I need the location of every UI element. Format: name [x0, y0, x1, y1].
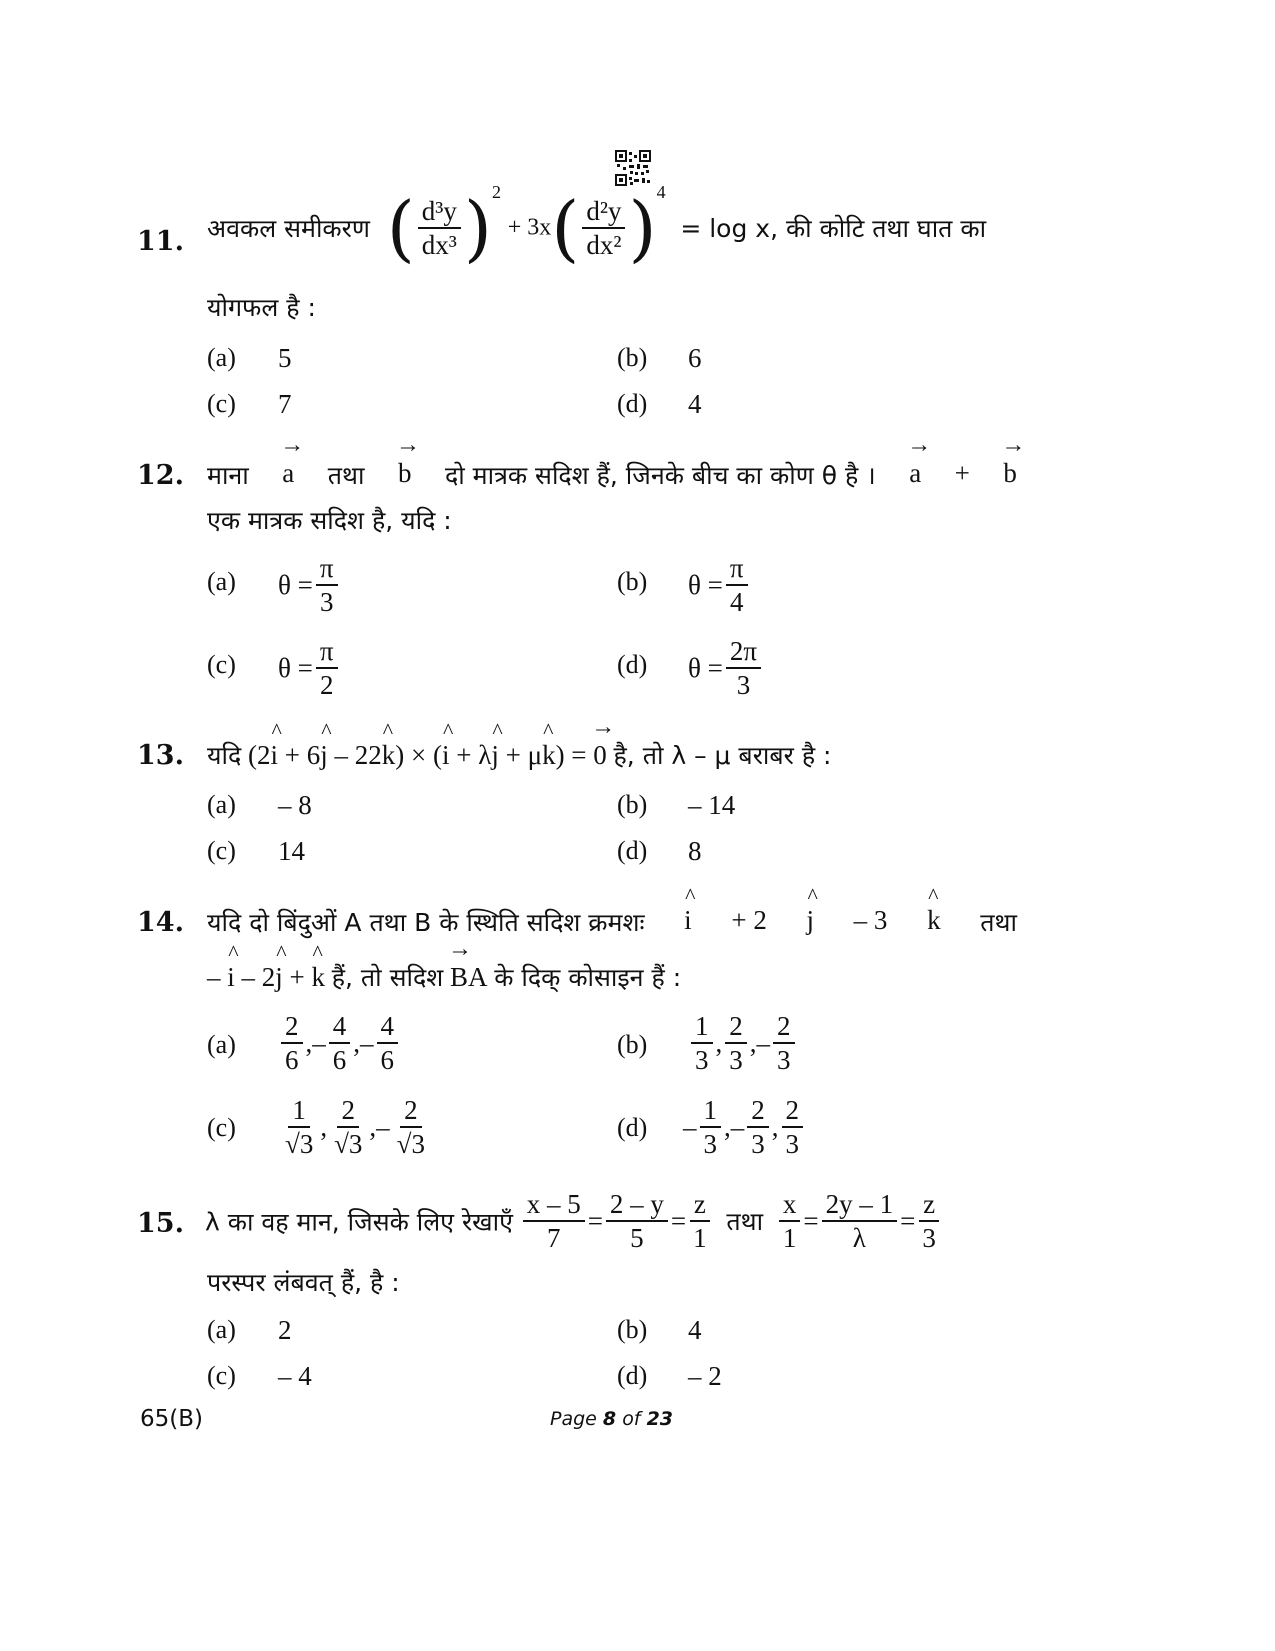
- option-value: 6: [688, 343, 702, 373]
- fraction: $\frac{\text{d²y}}{\text{dx²}}$: [582, 197, 625, 260]
- option-value: 7: [278, 389, 292, 419]
- unit-k: ^ k: [927, 905, 941, 939]
- option-label: (a): [207, 790, 236, 819]
- option-value: θ = $\frac{\pi}{3}$: [278, 554, 341, 617]
- zero-vector: → 0: [593, 740, 607, 771]
- option-label: (d): [617, 650, 648, 679]
- question-stem-line2: एक मात्रक सदिश है, यदि :: [207, 506, 452, 535]
- question-number: 13.: [137, 740, 184, 771]
- question-stem: λ का वह मान, जिसके लिए रेखाएँ $\frac{x - 5}{7}$ = $\frac{2 - y}{5}$ = $\frac{z}{1}$ तथा $\frac{x}{1}$ = $\frac{2y - 1}{\lambda}$ = $\frac{z}{3}$: [205, 1190, 943, 1253]
- option-label: (d): [617, 836, 648, 865]
- option-value: – 8: [278, 790, 312, 820]
- option-value: – $\frac{1}{3}$ ,– $\frac{2}{3}$ , $\frac{2}{3}$: [683, 1096, 806, 1159]
- option-value: – 14: [688, 790, 736, 820]
- unit-k: ^ k: [312, 962, 326, 993]
- question-number: 14.: [137, 907, 184, 938]
- question-stem: यदि दो बिंदुओं A तथा B के स्थिति सदिश क्रमशः ^ i + 2 ^ j – 3 ^ k तथा: [207, 905, 1017, 939]
- fraction: $\frac{2}{3}$: [782, 1096, 804, 1159]
- option-label: (d): [617, 1361, 648, 1390]
- option-label: (c): [207, 389, 236, 418]
- option-label: (c): [207, 836, 236, 865]
- question-stem: यदि (2^ i + 6^ j – 22^ k) × (^ i + λ^ j + μ^ k) = → 0 है, तो λ – μ बराबर है :: [207, 738, 831, 772]
- question-number: 11.: [137, 226, 184, 257]
- fraction: $\frac{\text{d³y}}{\text{dx³}}$: [418, 197, 461, 260]
- fraction: $\frac{2}{3}$: [773, 1012, 795, 1075]
- option-value: $\frac{1}{3}$ , $\frac{2}{3}$ ,– $\frac{2}{3}$: [688, 1012, 798, 1075]
- fraction: $\frac{2}{6}$: [281, 1012, 303, 1075]
- option-label: (c): [207, 650, 236, 679]
- unit-k: ^ k: [542, 740, 556, 771]
- option-value: 5: [278, 343, 292, 373]
- vector-a: → a: [909, 458, 921, 492]
- option-label: (c): [207, 1361, 236, 1390]
- option-value: 4: [688, 1315, 702, 1345]
- option-label: (d): [617, 1113, 648, 1142]
- option-label: (a): [207, 343, 236, 372]
- vector-a: → a: [282, 458, 294, 492]
- option-value: 4: [688, 389, 702, 419]
- vector-ba: → BA: [450, 962, 488, 993]
- fraction: $\frac{2}{3}$: [747, 1096, 769, 1159]
- option-label: (a): [207, 567, 236, 596]
- option-value: θ = $\frac{\pi}{4}$: [688, 554, 751, 617]
- unit-j: ^ j: [491, 740, 499, 771]
- option-label: (b): [617, 567, 648, 596]
- unit-k: ^ k: [382, 740, 396, 771]
- option-label: (b): [617, 1030, 648, 1059]
- option-value: θ = $\frac{2\pi}{3}$: [688, 637, 764, 700]
- fraction: $\frac{2}{√3}$: [334, 1095, 363, 1160]
- option-value: 8: [688, 836, 702, 866]
- unit-j: ^ j: [806, 905, 814, 939]
- vector-b: → b: [398, 458, 412, 492]
- fraction: $\frac{1}{√3}$: [285, 1095, 314, 1160]
- option-label: (c): [207, 1113, 236, 1142]
- option-label: (a): [207, 1030, 236, 1059]
- question-stem: माना → a तथा → b दो मात्रक सदिश हैं, जिनके बीच का कोण θ है । → a + → b: [207, 458, 1017, 492]
- option-label: (b): [617, 343, 648, 372]
- option-label: (b): [617, 790, 648, 819]
- question-number: 15.: [137, 1208, 184, 1239]
- fraction: $\frac{4}{6}$: [329, 1012, 351, 1075]
- unit-i: ^ i: [442, 740, 450, 771]
- unit-i: ^ i: [227, 962, 235, 993]
- qr-code: [615, 150, 651, 186]
- fraction: $\frac{1}{3}$: [700, 1096, 722, 1159]
- page-indicator: Page 8 of 23: [550, 1408, 674, 1430]
- unit-j: ^ j: [320, 740, 328, 771]
- question-stem-line2: योगफल है :: [207, 293, 316, 322]
- fraction: $\frac{1}{3}$: [691, 1012, 713, 1075]
- paper-code: 65(B): [140, 1406, 203, 1432]
- question-number: 12.: [137, 460, 184, 491]
- question-stem-line2: परस्पर लंबवत् हैं, है :: [207, 1268, 400, 1297]
- vector-b: → b: [1003, 458, 1017, 492]
- option-value: θ = $\frac{\pi}{2}$: [278, 637, 341, 700]
- fraction: $\frac{2}{3}$: [725, 1012, 747, 1075]
- option-value: 2: [278, 1315, 292, 1345]
- option-value: – 4: [278, 1361, 312, 1391]
- option-label: (a): [207, 1315, 236, 1344]
- unit-j: ^ j: [275, 962, 283, 993]
- option-label: (b): [617, 1315, 648, 1344]
- fraction: $\frac{4}{6}$: [377, 1012, 399, 1075]
- option-label: (d): [617, 389, 648, 418]
- option-value: $\frac{2}{6}$ ,– $\frac{4}{6}$ ,– $\frac{4}{6}$: [278, 1012, 401, 1075]
- question-stem-line2: – ^ i – 2^ j + ^ k हैं, तो सदिश → BA के दिक् कोसाइन हैं :: [207, 960, 681, 994]
- unit-i: ^ i: [271, 740, 279, 771]
- option-value: – 2: [688, 1361, 722, 1391]
- question-stem: अवकल समीकरण ( $\frac{\text{d³y}}{\text{dx³}}$ )$^2$ + 3x( $\frac{\text{d²y}}{\text{dx²}}$ )$^4$ = log x, की कोटि तथा घात का: [207, 182, 987, 270]
- option-value: $\frac{1}{√3}$ , $\frac{2}{√3}$ ,– $\frac{2}{√3}$: [278, 1096, 432, 1159]
- option-value: 14: [278, 836, 305, 866]
- fraction: $\frac{2}{√3}$: [396, 1095, 425, 1160]
- unit-i: ^ i: [684, 905, 692, 939]
